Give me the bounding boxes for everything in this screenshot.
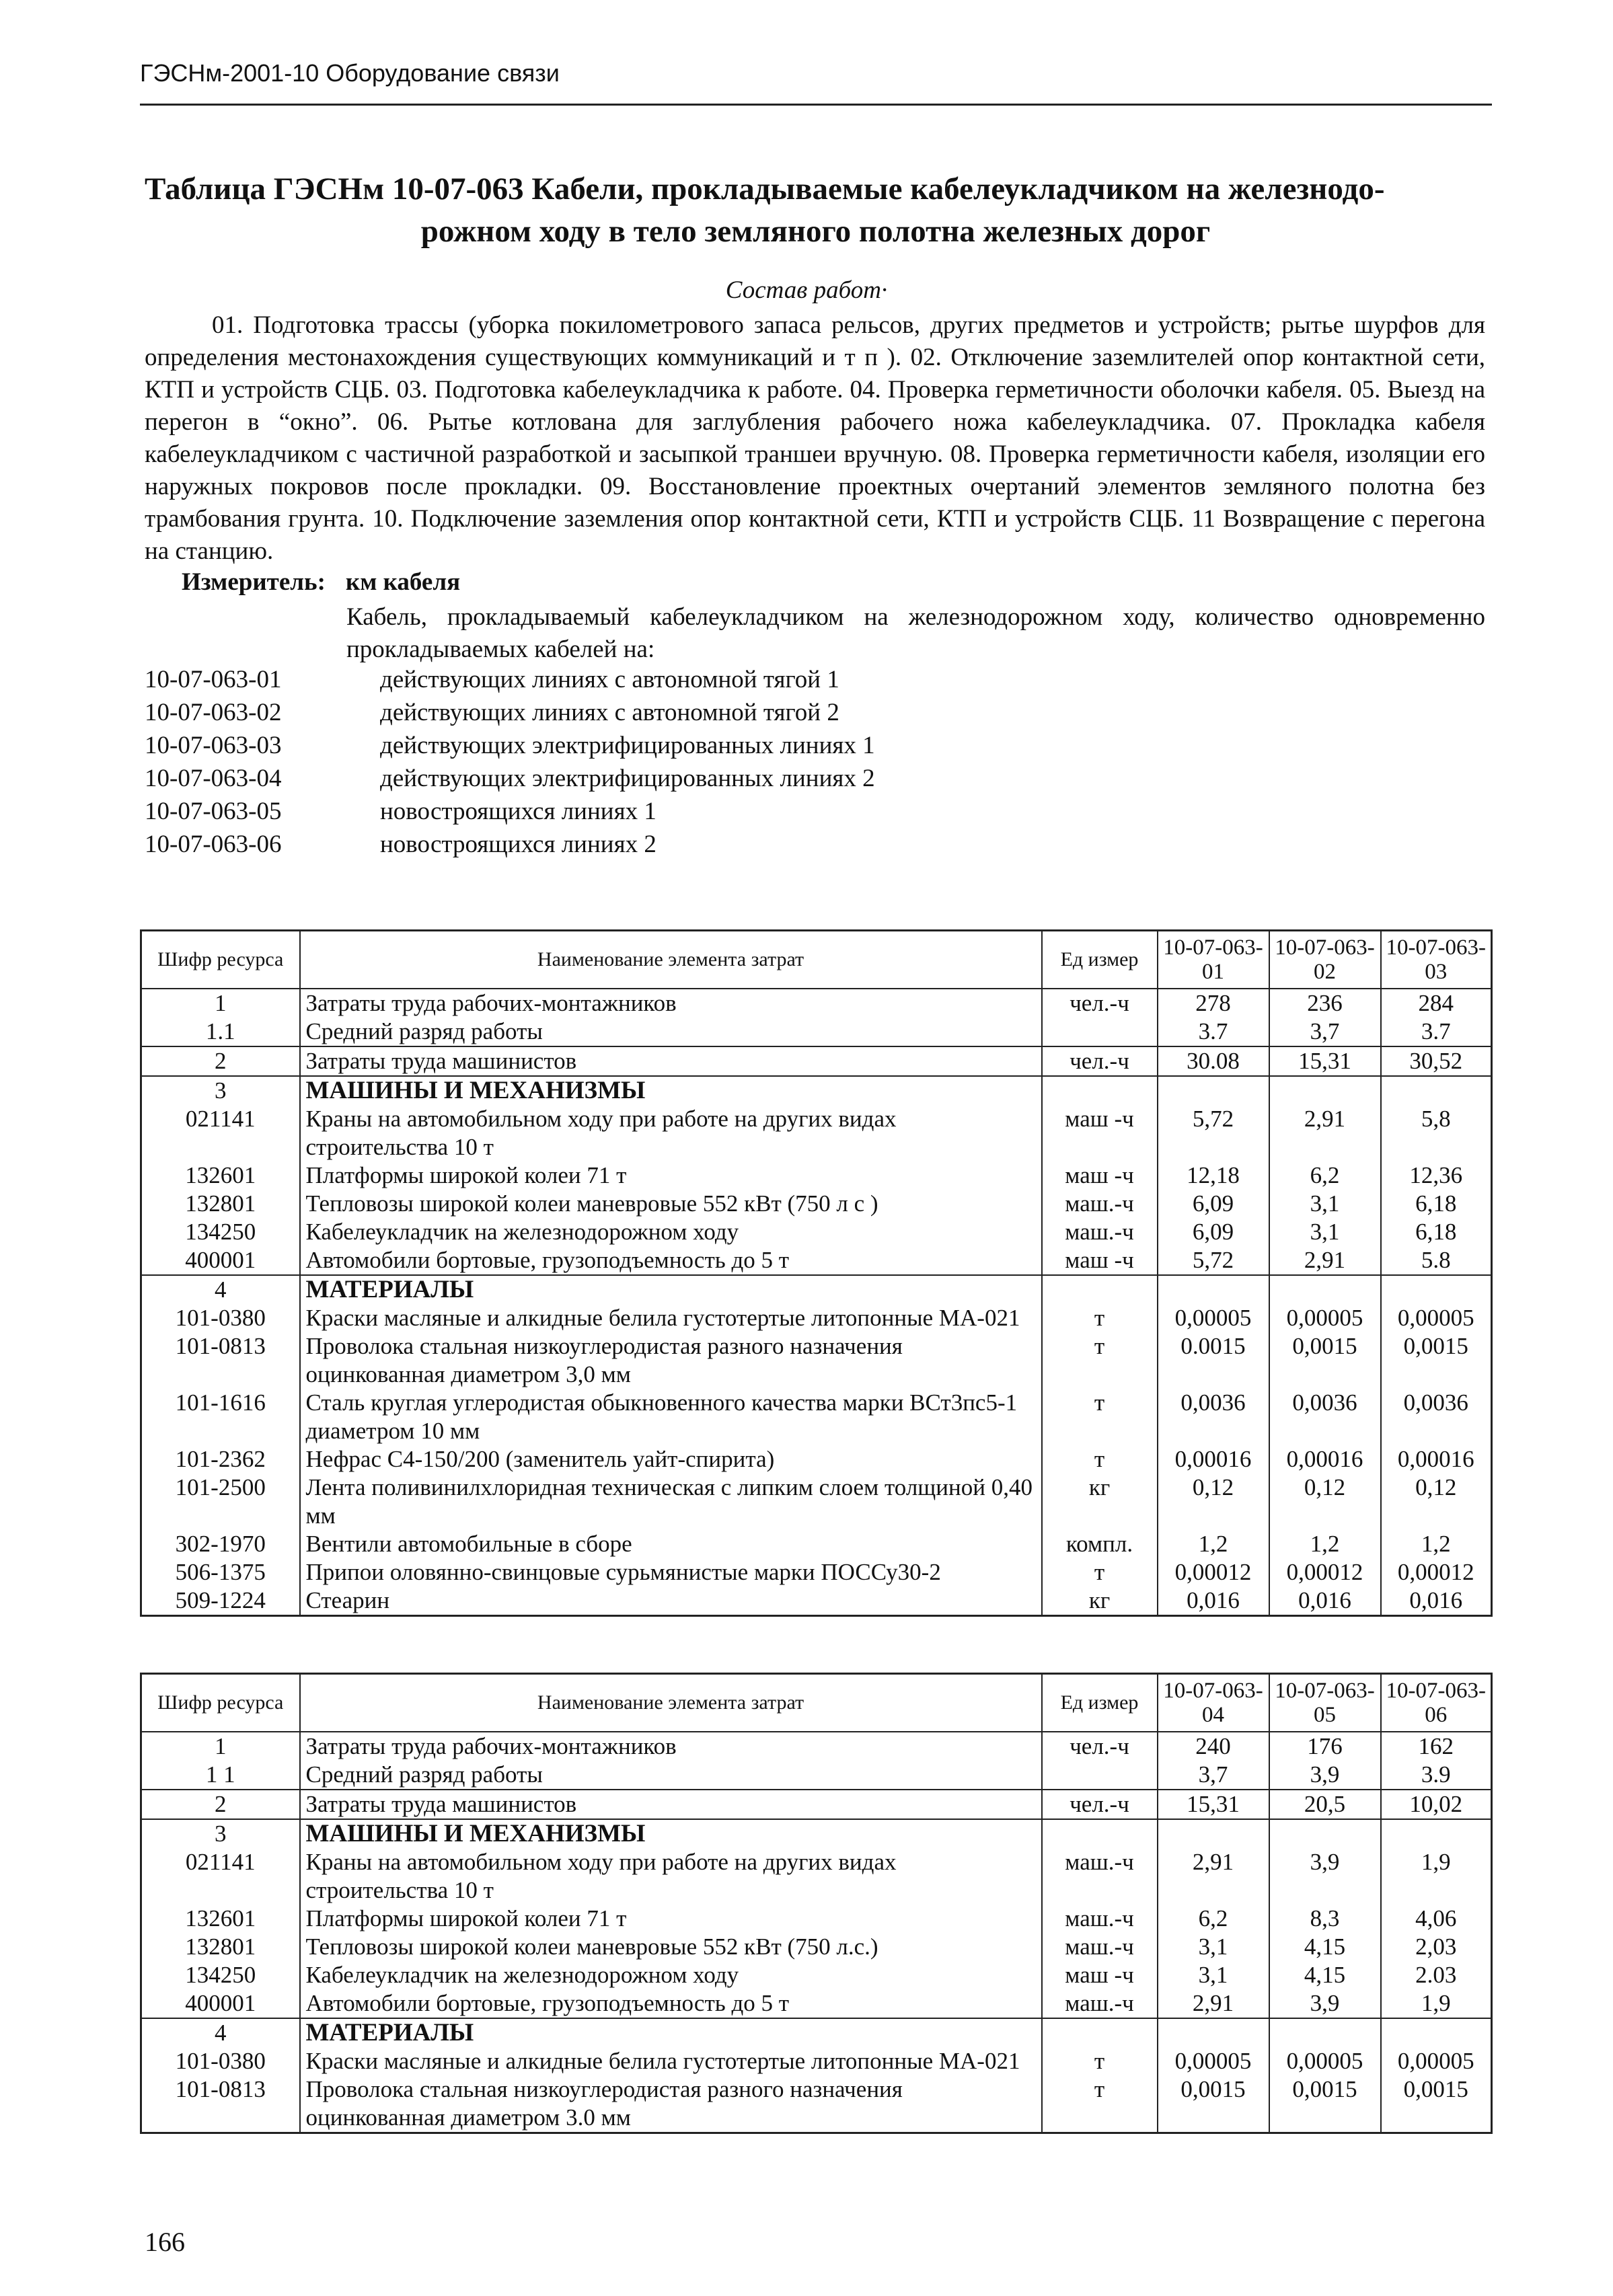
table-row: [141, 2075, 1492, 2133]
unit: маш.-ч: [1042, 1905, 1158, 1933]
page-number: 166: [145, 2227, 185, 2257]
unit: чел.-ч: [1042, 1732, 1158, 1761]
code-desc: действующих линиях с автономной тягой 1: [380, 666, 839, 693]
norm-value: [1381, 1819, 1492, 1848]
composition-text: 01. Подготовка трассы (уборка покилометрового запаса рельсов, других предметов и устройств; рытье шурфов для определения местонахождения существующих коммуникаций и т п ). 02. Отключение заземлителей опор контактной сети, КТП и устройств СЦБ. 03. Подготовка кабелеукладчика к работе. 04. Проверка герметичности оболочки кабеля. 05. Выезд на перегон в “окно”. 06. Рытье котлована для заглубления рабочего ножа кабелеукладчика. 07. Прокладка кабеля кабелеукладчиком с частичной разработкой и засыпкой траншеи вручную. 08. Проверка герметичности кабеля, изоляции его наружных покровов после прокладки. 09. Восстановление проектных очертаний элементов земляного полотна без трамбования грунта. 10. Подключение заземления опор контактной сети, КТП и устройств СЦБ. 11 Возвращение с перегона на станцию.: [145, 311, 1485, 565]
unit: чел.-ч: [1042, 1046, 1158, 1076]
norm-value: 1,9: [1381, 1989, 1492, 2018]
cost-element-name: Платформы широкой колеи 71 т: [300, 1161, 1042, 1190]
cost-element-name: Вентили автомобильные в сборе: [300, 1530, 1042, 1558]
table-header-row: [141, 1674, 1492, 1732]
unit: маш.-ч: [1042, 1190, 1158, 1218]
code: 10-07-063-06: [145, 831, 282, 858]
norm-value: 3,7: [1269, 1018, 1381, 1046]
code: 10-07-063-01: [145, 666, 282, 693]
norm-value: 15,31: [1158, 1790, 1269, 1819]
norm-value: 240: [1158, 1732, 1269, 1761]
cost-element-name: Автомобили бортовые, грузоподъемность до 5 т: [300, 1989, 1042, 2018]
section-row: [141, 1275, 1492, 1304]
norm-value: 5,72: [1158, 1246, 1269, 1275]
resource-code: 101-2362: [141, 1445, 300, 1474]
norm-value: 4,15: [1269, 1961, 1381, 1989]
table-row: [141, 1246, 1492, 1275]
cost-element-name: Лента поливинилхлоридная техническая с липким слоем толщиной 0,40 мм: [300, 1474, 1042, 1530]
unit: [1042, 1761, 1158, 1790]
unit: т: [1042, 1304, 1158, 1332]
norm-value: 30.08: [1158, 1046, 1269, 1076]
unit: т: [1042, 1389, 1158, 1445]
norm-value: 15,31: [1269, 1046, 1381, 1076]
unit: маш -ч: [1042, 1105, 1158, 1161]
norm-value: 2,91: [1158, 1989, 1269, 2018]
norm-value: [1269, 1819, 1381, 1848]
code: 10-07-063-04: [145, 765, 282, 792]
norm-value: 4,15: [1269, 1933, 1381, 1961]
norm-value: 176: [1269, 1732, 1381, 1761]
norm-value: 3,9: [1269, 1848, 1381, 1905]
norm-value: 0.0015: [1158, 1332, 1269, 1389]
norm-value: 12,18: [1158, 1161, 1269, 1190]
code-list-item: [145, 729, 875, 762]
cost-element-name: Краски масляные и алкидные белила густотертые литопонные МА-021: [300, 2047, 1042, 2075]
norm-value: [1381, 2018, 1492, 2047]
resource-code: 134250: [141, 1961, 300, 1989]
cost-element-name: Тепловозы широкой колеи маневровые 552 кВт (750 л с ): [300, 1190, 1042, 1218]
unit: т: [1042, 1445, 1158, 1474]
code-desc: действующих электрифицированных линиях 2: [380, 765, 875, 792]
cost-element-name: Проволока стальная низкоуглеродистая разного назначения оцинкованная диаметром 3,0 мм: [300, 1332, 1042, 1389]
header-code: Шифр ресурса: [141, 931, 300, 989]
norm-value: 1,2: [1158, 1530, 1269, 1558]
unit: чел.-ч: [1042, 989, 1158, 1018]
table-row: [141, 1989, 1492, 2018]
unit: компл.: [1042, 1530, 1158, 1558]
table-row: [141, 1732, 1492, 1761]
norm-value: 0,0015: [1269, 1332, 1381, 1389]
norm-value: 2,91: [1269, 1105, 1381, 1161]
norm-value: 0,016: [1158, 1586, 1269, 1616]
section-row: [141, 2018, 1492, 2047]
norm-value: 0,00016: [1269, 1445, 1381, 1474]
code-desc: действующих линиях с автономной тягой 2: [380, 699, 839, 726]
code-list-item: [145, 762, 875, 795]
norm-value: [1158, 1819, 1269, 1848]
section-row: [141, 1819, 1492, 1848]
norm-value: 3.7: [1158, 1018, 1269, 1046]
unit: т: [1042, 2047, 1158, 2075]
table-row: [141, 1218, 1492, 1246]
table-row: [141, 1558, 1492, 1586]
norm-value: 6,09: [1158, 1190, 1269, 1218]
norm-value: 1,2: [1269, 1530, 1381, 1558]
table-row: [141, 2047, 1492, 2075]
table-row: [141, 1046, 1492, 1076]
resource-code: 021141: [141, 1848, 300, 1905]
header-unit: Ед измер: [1042, 1674, 1158, 1732]
cost-element-name: Сталь круглая углеродистая обыкновенного качества марки ВСт3пс5-1 диаметром 10 мм: [300, 1389, 1042, 1445]
norm-value: 0,00005: [1381, 2047, 1492, 2075]
unit: кг: [1042, 1586, 1158, 1616]
norm-value: 3,1: [1158, 1961, 1269, 1989]
unit: [1042, 1076, 1158, 1105]
header-norm-code: 10-07-063-01: [1158, 931, 1269, 989]
norm-value: 8,3: [1269, 1905, 1381, 1933]
code-list-item: [145, 828, 875, 861]
resource-code: 132601: [141, 1905, 300, 1933]
norm-value: 3,1: [1269, 1218, 1381, 1246]
norm-value: 2,91: [1269, 1246, 1381, 1275]
norm-value: 0,016: [1269, 1586, 1381, 1616]
norm-value: 0,0036: [1381, 1389, 1492, 1445]
resource-code: 132801: [141, 1933, 300, 1961]
table-row: [141, 1304, 1492, 1332]
table-row: [141, 1933, 1492, 1961]
unit: [1042, 1018, 1158, 1046]
resource-code: 101-0813: [141, 2075, 300, 2133]
table-row: [141, 1389, 1492, 1445]
unit: чел.-ч: [1042, 1790, 1158, 1819]
cost-element-name: Средний разряд работы: [300, 1018, 1042, 1046]
norm-value: 0,00012: [1381, 1558, 1492, 1586]
cost-element-name: МАТЕРИАЛЫ: [300, 1275, 1042, 1304]
unit: маш -ч: [1042, 1961, 1158, 1989]
norm-value: 6,09: [1158, 1218, 1269, 1246]
resource-code: 3: [141, 1076, 300, 1105]
resource-code: 1 1: [141, 1761, 300, 1790]
norm-value: [1158, 1076, 1269, 1105]
cost-element-name: Кабелеукладчик на железнодорожном ходу: [300, 1218, 1042, 1246]
norm-value: 6,18: [1381, 1218, 1492, 1246]
norm-value: 162: [1381, 1732, 1492, 1761]
header-norm-code: 10-07-063-03: [1381, 931, 1492, 989]
norm-value: 0,00016: [1158, 1445, 1269, 1474]
code: 10-07-063-03: [145, 732, 282, 759]
code: 10-07-063-05: [145, 798, 282, 825]
cost-element-name: Тепловозы широкой колеи маневровые 552 кВт (750 л.с.): [300, 1933, 1042, 1961]
norm-value: 1,2: [1381, 1530, 1492, 1558]
norm-value: 3,9: [1269, 1989, 1381, 2018]
norm-value: 0,0015: [1158, 2075, 1269, 2133]
resource-code: 132801: [141, 1190, 300, 1218]
unit: [1042, 1275, 1158, 1304]
cost-element-name: МАШИНЫ И МЕХАНИЗМЫ: [300, 1076, 1042, 1105]
table-row: [141, 1332, 1492, 1389]
cost-element-name: Автомобили бортовые, грузоподъемность до 5 т: [300, 1246, 1042, 1275]
unit: кг: [1042, 1474, 1158, 1530]
norms-table-1: [140, 929, 1493, 1617]
resource-code: 134250: [141, 1218, 300, 1246]
measurer: [182, 568, 460, 597]
header-rule: [140, 104, 1492, 106]
table-row: [141, 1161, 1492, 1190]
norm-value: [1158, 2018, 1269, 2047]
table-row: [141, 1961, 1492, 1989]
table-header-row: [141, 931, 1492, 989]
norm-value: [1269, 1076, 1381, 1105]
resource-code: 400001: [141, 1246, 300, 1275]
norm-value: 4,06: [1381, 1905, 1492, 1933]
code-desc: действующих электрифицированных линиях 1: [380, 732, 875, 759]
cost-element-name: Стеарин: [300, 1586, 1042, 1616]
measurer-label: Измеритель:: [182, 568, 326, 596]
norm-value: 278: [1158, 989, 1269, 1018]
measurer-unit: км кабеля: [345, 568, 461, 596]
norm-value: 6,18: [1381, 1190, 1492, 1218]
code-list-item: [145, 696, 875, 729]
norm-value: 10,02: [1381, 1790, 1492, 1819]
header-norm-code: 10-07-063-04: [1158, 1674, 1269, 1732]
norm-value: 3.9: [1381, 1761, 1492, 1790]
norm-value: 6,2: [1158, 1905, 1269, 1933]
title-line-2: рожном ходу в тело земляного полотна железных дорог: [420, 214, 1211, 249]
cost-element-name: МАШИНЫ И МЕХАНИЗМЫ: [300, 1819, 1042, 1848]
norm-value: 0,00012: [1269, 1558, 1381, 1586]
resource-code: 101-0813: [141, 1332, 300, 1389]
resource-code: 2: [141, 1046, 300, 1076]
table-row: [141, 1586, 1492, 1616]
code: 10-07-063-02: [145, 699, 282, 726]
code-list-item: [145, 663, 875, 696]
norm-value: 236: [1269, 989, 1381, 1018]
norm-value: 0,0036: [1269, 1389, 1381, 1445]
cost-element-name: Затраты труда машинистов: [300, 1046, 1042, 1076]
unit: т: [1042, 1332, 1158, 1389]
norm-value: 1,9: [1381, 1848, 1492, 1905]
resource-code: 101-0380: [141, 1304, 300, 1332]
resource-code: 101-0380: [141, 2047, 300, 2075]
norm-value: [1381, 1275, 1492, 1304]
norm-value: 2,03: [1381, 1933, 1492, 1961]
norm-value: [1269, 1275, 1381, 1304]
norm-value: 0,00005: [1269, 2047, 1381, 2075]
unit: маш.-ч: [1042, 1848, 1158, 1905]
unit: маш.-ч: [1042, 1218, 1158, 1246]
unit: маш -ч: [1042, 1246, 1158, 1275]
intro-text: Кабель, прокладываемый кабелеукладчиком на железнодорожном ходу, количество одновременно прокладываемых кабелей на:: [346, 603, 1485, 663]
norm-value: 0,12: [1158, 1474, 1269, 1530]
norm-value: 5,8: [1381, 1105, 1492, 1161]
code-list: [145, 663, 875, 861]
resource-code: 3: [141, 1819, 300, 1848]
norm-value: 0,00005: [1158, 2047, 1269, 2075]
cost-element-name: Затраты труда машинистов: [300, 1790, 1042, 1819]
cost-element-name: Затраты труда рабочих-монтажников: [300, 989, 1042, 1018]
norm-value: 0,0036: [1158, 1389, 1269, 1445]
header-norm-code: 10-07-063-06: [1381, 1674, 1492, 1732]
header-norm-code: 10-07-063-05: [1269, 1674, 1381, 1732]
norm-value: 0,0015: [1381, 2075, 1492, 2133]
norm-value: 3,1: [1158, 1933, 1269, 1961]
composition-label: Состав работ·: [725, 276, 888, 304]
norm-value: 3,1: [1269, 1190, 1381, 1218]
norm-value: 5.8: [1381, 1246, 1492, 1275]
table-row: [141, 1848, 1492, 1905]
table-row: [141, 1105, 1492, 1161]
cost-element-name: Краски масляные и алкидные белила густотертые литопонные МА-021: [300, 1304, 1042, 1332]
resource-code: 302-1970: [141, 1530, 300, 1558]
header-code: Шифр ресурса: [141, 1674, 300, 1732]
resource-code: 1: [141, 989, 300, 1018]
norm-value: 0,12: [1381, 1474, 1492, 1530]
norm-value: 0,0015: [1269, 2075, 1381, 2133]
resource-code: 101-2500: [141, 1474, 300, 1530]
cost-element-name: Краны на автомобильном ходу при работе на других видах строительства 10 т: [300, 1848, 1042, 1905]
unit: т: [1042, 2075, 1158, 2133]
section-row: [141, 1076, 1492, 1105]
unit: маш.-ч: [1042, 1933, 1158, 1961]
code-desc: новостроящихся линиях 1: [380, 798, 657, 825]
norm-value: 3,9: [1269, 1761, 1381, 1790]
resource-code: 132601: [141, 1161, 300, 1190]
unit: маш.-ч: [1042, 1989, 1158, 2018]
running-head: ГЭСНм-2001-10 Оборудование связи: [140, 59, 560, 87]
table-row: [141, 1790, 1492, 1819]
header-norm-code: 10-07-063-02: [1269, 931, 1381, 989]
norm-value: 284: [1381, 989, 1492, 1018]
resource-code: 2: [141, 1790, 300, 1819]
norm-value: 20,5: [1269, 1790, 1381, 1819]
norm-value: [1381, 1076, 1492, 1105]
cost-element-name: Припои оловянно-свинцовые сурьмянистые марки ПОССу30-2: [300, 1558, 1042, 1586]
header-name: Наименование элемента затрат: [300, 931, 1042, 989]
norm-value: [1269, 2018, 1381, 2047]
cost-element-name: Нефрас С4-150/200 (заменитель уайт-спирита): [300, 1445, 1042, 1474]
table-title: [145, 168, 1487, 253]
resource-code: 101-1616: [141, 1389, 300, 1445]
norm-value: [1158, 1275, 1269, 1304]
norm-value: 2.03: [1381, 1961, 1492, 1989]
code-list-item: [145, 795, 875, 828]
norm-value: 12,36: [1381, 1161, 1492, 1190]
norm-value: 0,016: [1381, 1586, 1492, 1616]
cost-element-name: Краны на автомобильном ходу при работе на других видах строительства 10 т: [300, 1105, 1042, 1161]
unit: т: [1042, 1558, 1158, 1586]
header-unit: Ед измер: [1042, 931, 1158, 989]
cost-element-name: Кабелеукладчик на железнодорожном ходу: [300, 1961, 1042, 1989]
table-row: [141, 1018, 1492, 1046]
norm-value: 0,12: [1269, 1474, 1381, 1530]
norm-value: 6,2: [1269, 1161, 1381, 1190]
unit: маш -ч: [1042, 1161, 1158, 1190]
cost-element-name: Средний разряд работы: [300, 1761, 1042, 1790]
resource-code: 4: [141, 1275, 300, 1304]
resource-code: 1.1: [141, 1018, 300, 1046]
cost-element-name: Проволока стальная низкоуглеродистая разного назначения оцинкованная диаметром 3.0 мм: [300, 2075, 1042, 2133]
unit: [1042, 1819, 1158, 1848]
table-row: [141, 1761, 1492, 1790]
header-name: Наименование элемента затрат: [300, 1674, 1042, 1732]
norm-value: 3.7: [1381, 1018, 1492, 1046]
norm-value: 0,00005: [1269, 1304, 1381, 1332]
cost-element-name: Затраты труда рабочих-монтажников: [300, 1732, 1042, 1761]
table-row: [141, 1474, 1492, 1530]
table-row: [141, 989, 1492, 1018]
resource-code: 1: [141, 1732, 300, 1761]
resource-code: 509-1224: [141, 1586, 300, 1616]
norm-value: 0,00005: [1381, 1304, 1492, 1332]
norm-value: 0,00005: [1158, 1304, 1269, 1332]
title-line-1: Таблица ГЭСНм 10-07-063 Кабели, прокладываемые кабелеукладчиком на железнодо-: [145, 171, 1385, 206]
norm-value: 30,52: [1381, 1046, 1492, 1076]
resource-code: 4: [141, 2018, 300, 2047]
norm-value: 5,72: [1158, 1105, 1269, 1161]
norm-value: 3,7: [1158, 1761, 1269, 1790]
resource-code: 021141: [141, 1105, 300, 1161]
code-desc: новостроящихся линиях 2: [380, 831, 657, 858]
norm-value: 0,00016: [1381, 1445, 1492, 1474]
table-row: [141, 1190, 1492, 1218]
table-row: [141, 1905, 1492, 1933]
resource-code: 506-1375: [141, 1558, 300, 1586]
norm-value: 0,00012: [1158, 1558, 1269, 1586]
cost-element-name: МАТЕРИАЛЫ: [300, 2018, 1042, 2047]
resource-code: 400001: [141, 1989, 300, 2018]
cost-element-name: Платформы широкой колеи 71 т: [300, 1905, 1042, 1933]
norm-value: 2,91: [1158, 1848, 1269, 1905]
unit: [1042, 2018, 1158, 2047]
norm-value: 0,0015: [1381, 1332, 1492, 1389]
table-row: [141, 1445, 1492, 1474]
norms-table-2: [140, 1673, 1493, 2134]
table-row: [141, 1530, 1492, 1558]
